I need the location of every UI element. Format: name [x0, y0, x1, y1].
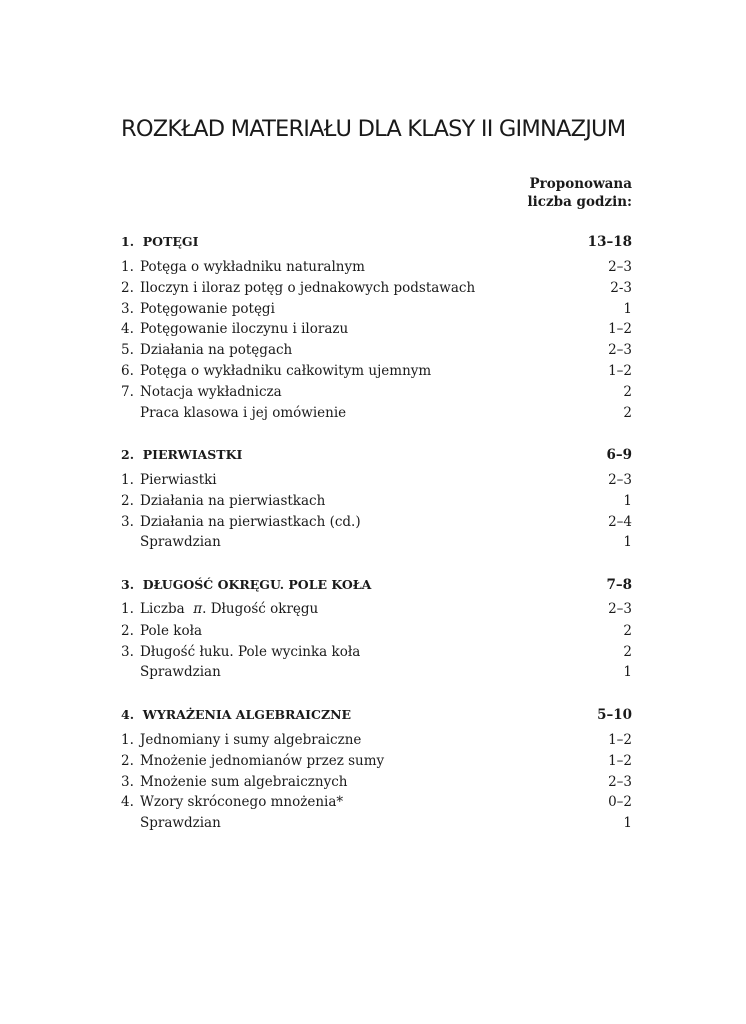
topic-title-part: Liczba	[140, 601, 189, 617]
topic-row	[121, 491, 632, 512]
topic-title: Jednomiany i sumy algebraiczne	[140, 732, 362, 748]
hours-header-line-1: Proponowana	[529, 176, 632, 192]
chapter-name: WYRAŻENIA ALGEBRAICZNE	[142, 707, 352, 722]
topic-number: 1.	[121, 732, 134, 748]
topic-row	[121, 257, 632, 278]
topic-hours: 1	[623, 815, 632, 832]
topic-number: 3.	[121, 513, 134, 530]
topic-hours: 2	[623, 622, 632, 639]
topic-hours: 2–4	[608, 513, 632, 530]
topic-number: 7.	[121, 383, 134, 400]
topic-row	[121, 642, 632, 663]
chapter-title	[121, 445, 242, 465]
topic-row	[121, 792, 632, 813]
topic-hours: 1–2	[608, 732, 632, 748]
chapter-number: 2.	[121, 447, 135, 462]
topic-title: Sprawdzian	[140, 534, 221, 551]
topic-number: 2.	[121, 492, 134, 509]
topic-hours: 1	[623, 664, 632, 681]
topic-row	[121, 278, 632, 299]
chapter-header-dlugosc-okregu	[121, 575, 632, 595]
chapter-header-pierwiastki	[121, 445, 632, 465]
topic-hours: 1	[623, 300, 632, 317]
topic-row	[121, 730, 632, 751]
topic-number: 4.	[121, 794, 134, 811]
topic-title	[140, 599, 318, 620]
topic-title: Działania na pierwiastkach (cd.)	[140, 513, 361, 530]
pi-symbol: π	[193, 601, 203, 617]
topic-row	[121, 382, 632, 403]
topic-title: Działania na pierwiastkach	[140, 492, 326, 509]
topic-title: Pole koła	[140, 622, 202, 639]
topic-row	[121, 599, 632, 620]
topic-row	[121, 532, 632, 553]
topic-title: Długość łuku. Pole wycinka koła	[140, 643, 361, 660]
topic-title: Sprawdzian	[140, 815, 221, 832]
topic-row	[121, 621, 632, 642]
topic-hours: 1	[623, 492, 632, 509]
chapter-name: DŁUGOŚĆ OKRĘGU. POLE KOŁA	[142, 577, 372, 592]
hours-column-header	[527, 175, 632, 211]
topic-title: Potęga o wykładniku naturalnym	[140, 259, 365, 275]
topic-row	[121, 340, 632, 361]
topic-title: Mnożenie jednomianów przez sumy	[140, 752, 385, 769]
topic-hours: 2-3	[610, 279, 632, 296]
topic-row	[121, 470, 632, 491]
chapter-hours: 13–18	[587, 234, 632, 250]
topic-number: 1.	[121, 601, 134, 617]
topic-number: 6.	[121, 363, 134, 379]
topic-row	[121, 751, 632, 772]
chapter-hours: 5–10	[597, 707, 632, 723]
topic-row	[121, 662, 632, 683]
topic-title: Działania na potęgach	[140, 342, 293, 359]
topic-number: 5.	[121, 342, 134, 359]
chapter-number: 3.	[121, 577, 135, 592]
topic-row	[121, 512, 632, 533]
topic-title: Notacja wykładnicza	[140, 383, 282, 400]
topic-number: 2.	[121, 279, 134, 296]
topic-hours: 1–2	[608, 752, 632, 769]
topic-hours: 2	[623, 404, 632, 421]
topic-hours: 2–3	[608, 342, 632, 359]
chapter-header-wyrazenia-algebraiczne	[121, 705, 632, 725]
topic-hours: 1	[623, 534, 632, 551]
topic-title: Praca klasowa i jej omówienie	[140, 404, 347, 421]
topic-number: 2.	[121, 752, 134, 769]
topic-hours: 0–2	[608, 794, 632, 811]
topic-title-part: . Długość okręgu	[202, 601, 319, 617]
chapter-name: POTĘGI	[142, 234, 199, 249]
topic-title: Pierwiastki	[140, 472, 217, 488]
topic-title: Iloczyn i iloraz potęg o jednakowych podstawach	[140, 279, 476, 296]
topic-hours: 2–3	[608, 472, 632, 488]
topic-hours: 2–3	[608, 773, 632, 790]
topic-hours: 2	[623, 643, 632, 660]
topic-number: 2.	[121, 622, 134, 639]
topic-number: 1.	[121, 259, 134, 275]
topic-row	[121, 299, 632, 320]
topic-hours: 1–2	[608, 363, 632, 379]
chapter-name: PIERWIASTKI	[142, 447, 243, 462]
topic-hours: 1–2	[608, 321, 632, 338]
chapter-title	[121, 575, 371, 595]
chapter-number: 1.	[121, 234, 135, 249]
chapter-hours: 7–8	[606, 577, 632, 593]
chapter-number: 4.	[121, 707, 135, 722]
topic-number: 3.	[121, 773, 134, 790]
topic-row	[121, 403, 632, 424]
chapter-header-potegi	[121, 232, 632, 252]
topic-title: Sprawdzian	[140, 664, 221, 681]
topic-row	[121, 361, 632, 382]
topic-number: 1.	[121, 472, 134, 488]
topic-title: Potęgowanie iloczynu i ilorazu	[140, 321, 349, 338]
topic-hours: 2	[623, 383, 632, 400]
topic-row	[121, 813, 632, 834]
topic-row	[121, 319, 632, 340]
topic-title: Wzory skróconego mnożenia*	[140, 794, 344, 811]
chapter-title	[121, 705, 351, 725]
hours-header-line-2: liczba godzin:	[527, 194, 632, 210]
topic-title: Potęgowanie potęgi	[140, 300, 275, 317]
topic-title: Mnożenie sum algebraicznych	[140, 773, 348, 790]
topic-number: 3.	[121, 643, 134, 660]
page-title: ROZKŁAD MATERIAŁU DLA KLASY II GIMNAZJUM	[121, 116, 626, 142]
chapter-title	[121, 232, 198, 252]
topic-hours: 2–3	[608, 601, 632, 617]
topic-hours: 2–3	[608, 259, 632, 275]
topic-title: Potęga o wykładniku całkowitym ujemnym	[140, 363, 432, 379]
chapter-hours: 6–9	[606, 447, 632, 463]
topic-number: 4.	[121, 321, 134, 338]
topic-row	[121, 772, 632, 793]
topic-number: 3.	[121, 300, 134, 317]
